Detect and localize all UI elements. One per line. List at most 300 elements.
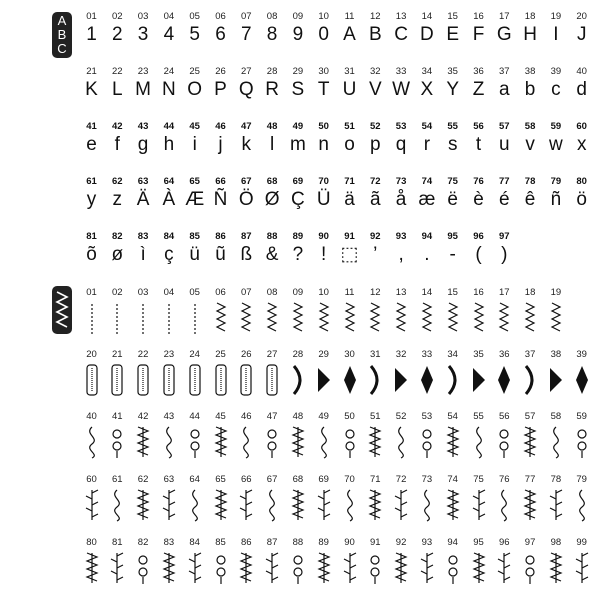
stitch-pattern-icon xyxy=(185,550,205,586)
stitch-pattern-icon xyxy=(107,550,127,586)
character-cell xyxy=(182,232,207,266)
character-glyph: f xyxy=(114,134,120,155)
stitch-pattern-icon xyxy=(494,550,514,586)
stitch-number: 14 xyxy=(421,287,433,298)
character-cell xyxy=(492,232,517,266)
stitch-cell xyxy=(440,538,465,586)
stitch-number: 13 xyxy=(395,287,407,298)
stitch-number: 84 xyxy=(189,537,200,548)
stitch-cell xyxy=(569,538,594,586)
character-number: 72 xyxy=(370,176,381,187)
character-glyph: , xyxy=(398,244,404,265)
character-glyph: ’ xyxy=(373,244,378,265)
stitch-number: 82 xyxy=(137,537,149,548)
stitch-number: 30 xyxy=(344,349,355,360)
character-number: 93 xyxy=(395,231,407,242)
character-glyph: ? xyxy=(292,244,304,265)
character-glyph: N xyxy=(162,79,176,100)
character-number: 60 xyxy=(576,121,587,132)
character-cell xyxy=(156,232,181,266)
stitch-cell xyxy=(389,288,414,336)
character-cell xyxy=(285,232,310,266)
stitch-number: 15 xyxy=(447,287,458,298)
character-number: 19 xyxy=(550,11,562,22)
stitch-pattern-icon xyxy=(417,424,437,460)
stitch-number: 19 xyxy=(550,287,562,298)
stitch-pattern-icon xyxy=(520,362,540,398)
stitch-cell xyxy=(518,288,543,336)
character-glyph: w xyxy=(549,134,563,155)
character-glyph: & xyxy=(265,244,279,265)
stitch-cell xyxy=(389,538,414,586)
character-cell xyxy=(234,177,259,211)
stitch-pattern-icon xyxy=(365,362,385,398)
stitch-cell xyxy=(363,412,388,460)
stitch-pattern-icon xyxy=(494,424,514,460)
stitch-number: 67 xyxy=(266,474,278,485)
stitch-pattern-icon xyxy=(159,300,179,336)
stitch-pattern-icon xyxy=(159,550,179,586)
stitch-pattern-icon xyxy=(211,300,231,336)
stitch-cell xyxy=(337,350,362,398)
character-number: 36 xyxy=(473,66,484,77)
stitch-pattern-icon xyxy=(107,487,127,523)
stitch-cell xyxy=(260,288,285,336)
stitch-cell xyxy=(337,475,362,523)
stitch-pattern-icon xyxy=(211,424,231,460)
stitch-pattern-icon xyxy=(288,487,308,523)
character-number: 35 xyxy=(447,66,458,77)
stitch-cell xyxy=(440,288,465,336)
stitch-cell xyxy=(208,412,233,460)
character-cell xyxy=(131,67,156,101)
stitch-pattern-icon xyxy=(236,300,256,336)
stitch-cell xyxy=(285,412,310,460)
stitch-pattern-icon xyxy=(185,362,205,398)
character-glyph: L xyxy=(112,79,123,100)
character-number: 45 xyxy=(189,121,200,132)
character-number: 43 xyxy=(137,121,149,132)
stitch-cell xyxy=(234,475,259,523)
stitch-pattern-icon xyxy=(159,487,179,523)
character-cell xyxy=(492,67,517,101)
character-cell xyxy=(156,177,181,211)
stitch-cell xyxy=(466,412,491,460)
stitch-number: 70 xyxy=(344,474,355,485)
stitch-number: 09 xyxy=(292,287,304,298)
stitch-cell xyxy=(234,538,259,586)
stitch-cell xyxy=(260,475,285,523)
character-glyph: S xyxy=(291,79,305,100)
character-number: 90 xyxy=(318,231,329,242)
stitch-pattern-icon xyxy=(417,487,437,523)
character-number: 07 xyxy=(241,11,252,22)
stitch-pattern-icon xyxy=(494,300,514,336)
character-glyph: ë xyxy=(447,189,458,210)
character-cell xyxy=(311,232,336,266)
stitch-pattern-icon xyxy=(236,487,256,523)
character-number: 18 xyxy=(524,11,536,22)
stitch-pattern-icon xyxy=(236,550,256,586)
tag-letter: B xyxy=(57,27,67,42)
character-number: 55 xyxy=(447,121,458,132)
stitch-cell xyxy=(414,412,439,460)
character-glyph: ß xyxy=(240,244,253,265)
character-cell xyxy=(285,12,310,46)
character-cell xyxy=(414,12,439,46)
character-cell xyxy=(543,67,568,101)
character-cell xyxy=(440,122,465,156)
stitch-cell xyxy=(440,412,465,460)
character-number: 69 xyxy=(292,176,304,187)
character-cell xyxy=(569,122,594,156)
character-glyph: g xyxy=(137,134,149,155)
character-number: 86 xyxy=(215,231,226,242)
stitch-cell xyxy=(337,412,362,460)
stitch-cell xyxy=(543,538,568,586)
abc-tag xyxy=(52,12,72,58)
character-glyph: U xyxy=(342,79,357,100)
character-cell xyxy=(492,12,517,46)
character-number: 79 xyxy=(550,176,562,187)
stitch-pattern-icon xyxy=(546,300,566,336)
character-number: 24 xyxy=(163,66,175,77)
stitch-cell xyxy=(311,288,336,336)
stitch-pattern-icon xyxy=(572,424,592,460)
character-glyph: ⬚ xyxy=(340,244,359,265)
character-cell xyxy=(182,177,207,211)
character-cell xyxy=(208,122,233,156)
character-cell xyxy=(440,12,465,46)
character-cell xyxy=(389,177,414,211)
character-glyph: Q xyxy=(238,79,254,100)
character-cell xyxy=(466,67,491,101)
character-cell xyxy=(543,12,568,46)
stitch-number: 95 xyxy=(473,537,484,548)
stitch-number: 11 xyxy=(344,287,355,298)
stitch-pattern-icon xyxy=(443,550,463,586)
stitch-number: 25 xyxy=(215,349,226,360)
stitch-number: 47 xyxy=(266,411,278,422)
character-cell xyxy=(363,67,388,101)
character-glyph: ü xyxy=(189,244,200,265)
character-number: 61 xyxy=(86,176,97,187)
stitch-cell xyxy=(492,288,517,336)
character-glyph: a xyxy=(499,79,510,100)
character-cell xyxy=(208,177,233,211)
stitch-pattern-icon xyxy=(546,362,566,398)
stitch-cell xyxy=(363,475,388,523)
stitch-pattern-icon xyxy=(469,424,489,460)
stitch-cell xyxy=(389,475,414,523)
stitch-pattern-icon xyxy=(443,424,463,460)
stitch-number: 34 xyxy=(447,349,458,360)
character-cell xyxy=(466,177,491,211)
character-glyph: 5 xyxy=(189,24,200,45)
stitch-cell xyxy=(466,288,491,336)
character-cell xyxy=(208,12,233,46)
character-cell xyxy=(414,177,439,211)
stitch-number: 27 xyxy=(266,349,278,360)
stitch-cell xyxy=(363,538,388,586)
character-glyph: i xyxy=(192,134,197,155)
character-number: 41 xyxy=(86,121,97,132)
character-cell xyxy=(337,177,362,211)
stitch-number: 29 xyxy=(318,349,329,360)
stitch-cell xyxy=(414,475,439,523)
character-glyph: è xyxy=(473,189,484,210)
character-number: 17 xyxy=(499,11,510,22)
character-number: 46 xyxy=(215,121,226,132)
character-cell xyxy=(260,232,285,266)
stitch-pattern-icon xyxy=(262,550,282,586)
character-number: 52 xyxy=(370,121,381,132)
stitch-cell xyxy=(285,288,310,336)
stitch-number: 74 xyxy=(447,474,458,485)
character-cell xyxy=(182,67,207,101)
stitch-pattern-icon xyxy=(520,550,540,586)
character-cell xyxy=(260,122,285,156)
stitch-number: 63 xyxy=(163,474,175,485)
stitch-number: 59 xyxy=(576,411,587,422)
stitch-cell xyxy=(131,412,156,460)
stitch-number: 20 xyxy=(86,349,97,360)
character-glyph: b xyxy=(524,79,536,100)
stitch-number: 88 xyxy=(292,537,304,548)
stitch-cell xyxy=(363,350,388,398)
character-glyph: e xyxy=(86,134,97,155)
stitch-number: 90 xyxy=(344,537,355,548)
stitch-pattern-icon xyxy=(107,424,127,460)
character-number: 51 xyxy=(344,121,355,132)
stitch-number: 94 xyxy=(447,537,458,548)
stitch-cell xyxy=(156,538,181,586)
character-glyph: x xyxy=(576,134,587,155)
character-number: 16 xyxy=(473,11,484,22)
character-glyph: E xyxy=(446,24,460,45)
stitch-number: 37 xyxy=(524,349,536,360)
character-number: 15 xyxy=(447,11,458,22)
character-glyph: m xyxy=(289,134,306,155)
character-cell xyxy=(518,122,543,156)
character-cell xyxy=(208,232,233,266)
character-glyph: 3 xyxy=(137,24,149,45)
stitch-cell xyxy=(105,350,130,398)
stitch-cell xyxy=(414,288,439,336)
character-number: 94 xyxy=(421,231,433,242)
stitch-cell xyxy=(440,350,465,398)
stitch-pattern-icon xyxy=(340,300,360,336)
stitch-number: 31 xyxy=(370,349,381,360)
character-number: 04 xyxy=(163,11,175,22)
character-glyph: J xyxy=(576,24,587,45)
stitch-cell xyxy=(79,412,104,460)
character-glyph: 8 xyxy=(266,24,278,45)
character-glyph: W xyxy=(392,79,411,100)
stitch-cell xyxy=(182,412,207,460)
character-glyph: Ñ xyxy=(213,189,228,210)
stitch-pattern-icon xyxy=(365,550,385,586)
stitch-cell xyxy=(105,538,130,586)
character-number: 25 xyxy=(189,66,200,77)
stitch-cell xyxy=(337,288,362,336)
character-number: 64 xyxy=(163,176,175,187)
character-cell xyxy=(105,12,130,46)
stitch-cell xyxy=(208,288,233,336)
stitch-cell xyxy=(79,288,104,336)
character-number: 31 xyxy=(344,66,355,77)
character-glyph: K xyxy=(85,79,98,100)
character-number: 29 xyxy=(292,66,304,77)
stitch-cell xyxy=(389,412,414,460)
stitch-number: 80 xyxy=(86,537,97,548)
stitch-cell xyxy=(79,350,104,398)
character-number: 47 xyxy=(241,121,252,132)
character-glyph: q xyxy=(395,134,407,155)
character-glyph: R xyxy=(265,79,279,100)
stitch-pattern-icon xyxy=(288,424,308,460)
stitch-number: 06 xyxy=(215,287,226,298)
character-glyph: n xyxy=(318,134,329,155)
character-cell xyxy=(414,122,439,156)
character-cell xyxy=(389,122,414,156)
character-number: 92 xyxy=(370,231,381,242)
character-number: 56 xyxy=(473,121,484,132)
character-glyph: ì xyxy=(140,244,146,265)
stitch-number: 24 xyxy=(189,349,200,360)
character-number: 40 xyxy=(576,66,587,77)
stitch-number: 58 xyxy=(550,411,562,422)
stitch-cell xyxy=(414,538,439,586)
character-number: 85 xyxy=(189,231,200,242)
character-glyph: å xyxy=(395,189,407,210)
stitch-cell xyxy=(156,412,181,460)
stitch-pattern-icon xyxy=(314,362,334,398)
character-number: 33 xyxy=(395,66,407,77)
character-glyph: V xyxy=(368,79,382,100)
stitch-cell xyxy=(182,538,207,586)
character-cell xyxy=(131,177,156,211)
stitch-pattern-icon xyxy=(82,550,102,586)
character-cell xyxy=(156,12,181,46)
stitch-cell xyxy=(260,538,285,586)
character-glyph: é xyxy=(499,189,510,210)
character-cell xyxy=(389,67,414,101)
character-cell xyxy=(311,122,336,156)
stitch-number: 57 xyxy=(524,411,536,422)
character-number: 67 xyxy=(241,176,252,187)
stitch-pattern-icon xyxy=(288,362,308,398)
stitch-pattern-icon xyxy=(443,487,463,523)
stitch-number: 87 xyxy=(266,537,278,548)
character-cell xyxy=(79,177,104,211)
character-number: 59 xyxy=(550,121,562,132)
character-glyph: h xyxy=(163,134,175,155)
stitch-number: 03 xyxy=(137,287,149,298)
stitch-number: 36 xyxy=(499,349,510,360)
stitch-pattern-icon xyxy=(417,362,437,398)
character-glyph: Y xyxy=(446,79,460,100)
character-glyph: k xyxy=(241,134,252,155)
stitch-pattern-icon xyxy=(469,362,489,398)
stitch-pattern-icon xyxy=(82,362,102,398)
character-glyph: 6 xyxy=(215,24,226,45)
character-cell xyxy=(440,177,465,211)
stitch-cell xyxy=(79,538,104,586)
stitch-number: 41 xyxy=(112,411,123,422)
stitch-pattern-icon xyxy=(133,362,153,398)
stitch-cell xyxy=(182,475,207,523)
stitch-pattern-icon xyxy=(288,300,308,336)
stitch-tag xyxy=(52,286,72,334)
character-number: 53 xyxy=(395,121,407,132)
stitch-number: 12 xyxy=(370,287,381,298)
stitch-number: 81 xyxy=(112,537,123,548)
character-number: 20 xyxy=(576,11,587,22)
character-glyph: D xyxy=(420,24,434,45)
stitch-pattern-icon xyxy=(417,300,437,336)
stitch-pattern-icon xyxy=(520,300,540,336)
stitch-number: 08 xyxy=(266,287,278,298)
stitch-cell xyxy=(466,538,491,586)
stitch-cell xyxy=(492,475,517,523)
character-number: 50 xyxy=(318,121,329,132)
stitch-cell xyxy=(543,475,568,523)
stitch-cell xyxy=(260,412,285,460)
stitch-pattern-icon xyxy=(185,424,205,460)
character-number: 63 xyxy=(137,176,149,187)
stitch-number: 99 xyxy=(576,537,587,548)
character-number: 62 xyxy=(112,176,123,187)
stitch-number: 16 xyxy=(473,287,484,298)
stitch-pattern-icon xyxy=(262,424,282,460)
stitch-pattern-icon xyxy=(546,487,566,523)
stitch-cell xyxy=(311,538,336,586)
character-cell xyxy=(466,122,491,156)
character-glyph: ä xyxy=(344,189,355,210)
stitch-number: 71 xyxy=(370,474,381,485)
character-number: 23 xyxy=(137,66,149,77)
character-cell xyxy=(182,12,207,46)
stitch-pattern-icon xyxy=(82,300,102,336)
stitch-number: 22 xyxy=(137,349,149,360)
stitch-cell xyxy=(363,288,388,336)
stitch-pattern-icon xyxy=(572,550,592,586)
character-glyph: Ø xyxy=(264,189,280,210)
character-glyph: 0 xyxy=(318,24,329,45)
stitch-pattern-icon xyxy=(469,487,489,523)
character-glyph: ũ xyxy=(215,244,226,265)
character-number: 42 xyxy=(112,121,123,132)
stitch-cell xyxy=(518,475,543,523)
stitch-number: 50 xyxy=(344,411,355,422)
character-cell xyxy=(389,232,414,266)
character-number: 95 xyxy=(447,231,458,242)
character-glyph: õ xyxy=(86,244,97,265)
character-glyph: t xyxy=(475,134,482,155)
tag-letter: C xyxy=(57,41,67,56)
stitch-pattern-icon xyxy=(314,550,334,586)
character-glyph: o xyxy=(344,134,355,155)
stitch-pattern-icon xyxy=(391,487,411,523)
stitch-pattern-icon xyxy=(520,487,540,523)
stitch-pattern-icon xyxy=(520,424,540,460)
character-number: 96 xyxy=(473,231,484,242)
stitch-pattern-icon xyxy=(262,300,282,336)
character-number: 39 xyxy=(550,66,562,77)
character-number: 87 xyxy=(241,231,252,242)
character-glyph: X xyxy=(420,79,434,100)
